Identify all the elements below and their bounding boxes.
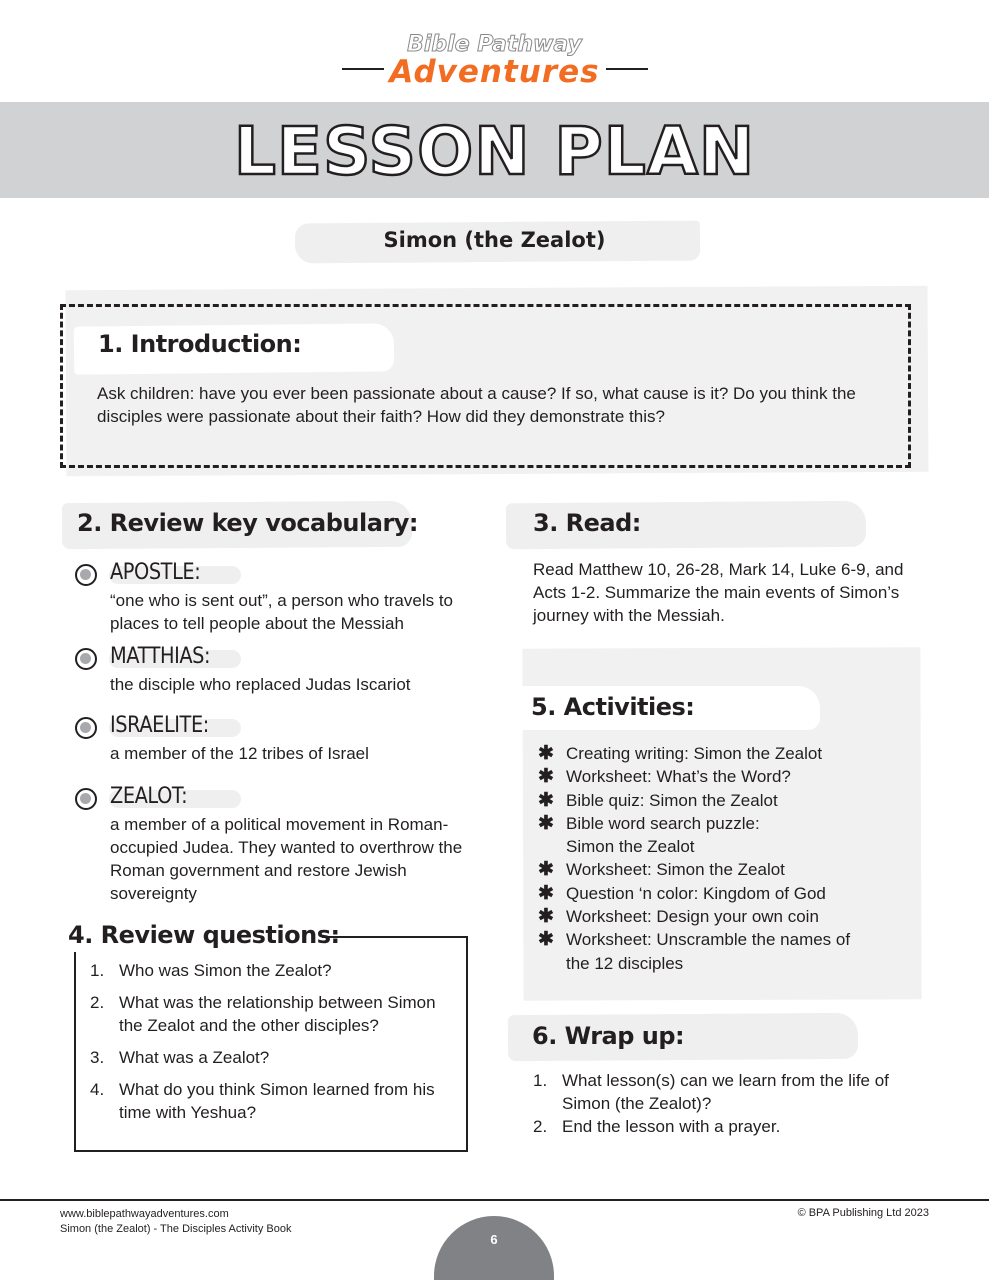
activities-list <box>538 742 918 975</box>
asterisk-icon: ✱ <box>538 789 554 811</box>
footer-website: www.biblepathwayadventures.com <box>60 1208 229 1220</box>
vocab-term: ZEALOT: <box>110 784 188 809</box>
list-item: ✱ Bible quiz: Simon the Zealot <box>538 789 778 811</box>
list-item: 2. What was the relationship between Simon the Zealot and the other disciples? <box>90 993 436 1035</box>
vocab-definition: a member of the 12 tribes of Israel <box>110 744 369 763</box>
logo-line2: Adventures <box>389 54 600 90</box>
list-item: ✱ Worksheet: What’s the Word? <box>538 766 791 788</box>
list-item: ✱ Worksheet: Simon the Zealot <box>538 859 785 881</box>
list-item: 4. What do you think Simon learned from his time with Yeshua? <box>90 1080 435 1122</box>
circle-bullet-icon <box>75 788 97 810</box>
read-heading: 3. Read: <box>533 509 641 537</box>
circle-bullet-icon <box>75 564 97 586</box>
vocab-heading: 2. Review key vocabulary: <box>77 509 419 537</box>
list-item: ✱ Creating writing: Simon the Zealot <box>538 743 823 764</box>
intro-heading: 1. Introduction: <box>98 330 302 358</box>
list-item: 2. End the lesson with a prayer. <box>533 1117 781 1136</box>
circle-bullet-icon <box>75 648 97 670</box>
list-item: 3. What was a Zealot? <box>90 1048 270 1067</box>
list-item: 1. Who was Simon the Zealot? <box>90 961 332 980</box>
list-item: ✱ Worksheet: Design your own coin <box>538 906 819 928</box>
review-questions-box-top <box>322 936 468 938</box>
vocab-term: MATTHIAS: <box>110 644 211 669</box>
brand-logo <box>0 28 989 98</box>
page-number: 6 <box>490 1232 498 1247</box>
footer-divider <box>0 1199 989 1201</box>
asterisk-icon: ✱ <box>538 859 554 881</box>
vocab-definition: a member of a political movement in Roman-occupied Judea. They wanted to overthrow the Roman government and restore Jewish sovereignty <box>110 815 463 903</box>
footer-left <box>60 1207 292 1237</box>
page-title: LESSON PLAN <box>233 113 756 190</box>
vocab-term: ISRAELITE: <box>110 713 209 738</box>
footer-book-title: Simon (the Zealot) - The Disciples Activity Book <box>60 1223 292 1235</box>
wrapup-heading: 6. Wrap up: <box>532 1022 685 1050</box>
asterisk-icon: ✱ <box>538 812 554 834</box>
asterisk-icon: ✱ <box>538 906 554 928</box>
asterisk-icon: ✱ <box>538 929 554 951</box>
read-text: Read Matthew 10, 26-28, Mark 14, Luke 6-9, and Acts 1-2. Summarize the main events of Simon’s journey with the Messiah. <box>533 560 904 625</box>
lesson-subtitle: Simon (the Zealot) <box>383 228 606 252</box>
vocab-term: APOSTLE: <box>110 560 201 585</box>
activities-heading: 5. Activities: <box>531 693 695 721</box>
review-questions-heading: 4. Review questions: <box>68 921 340 949</box>
vocab-definition: “one who is sent out”, a person who travels to places to tell people about the Messiah <box>110 591 454 633</box>
page-number-tab <box>434 1216 554 1280</box>
list-item: ✱ Bible word search puzzle: Simon the Zealot <box>538 812 760 857</box>
asterisk-icon: ✱ <box>538 766 554 788</box>
list-item: ✱ Question ‘n color: Kingdom of God <box>538 882 826 904</box>
review-questions-list <box>90 959 460 1124</box>
footer-copyright: © BPA Publishing Ltd 2023 <box>797 1207 929 1219</box>
logo-dash-right <box>606 68 648 70</box>
circle-bullet-icon <box>75 717 97 739</box>
vocab-definition: the disciple who replaced Judas Iscariot <box>110 675 411 694</box>
logo-line1: Bible Pathway <box>407 32 582 57</box>
intro-text: Ask children: have you ever been passionate about a cause? If so, what cause is it? Do you think the disciples were passionate about their faith? How did they demonstrate this? <box>97 384 856 426</box>
wrapup-list <box>533 1069 903 1138</box>
list-item: ✱ Worksheet: Unscramble the names of the 12 disciples <box>538 929 851 973</box>
asterisk-icon: ✱ <box>538 882 554 904</box>
asterisk-icon: ✱ <box>538 743 554 764</box>
list-item: 1. What lesson(s) can we learn from the life of Simon (the Zealot)? <box>533 1071 889 1113</box>
